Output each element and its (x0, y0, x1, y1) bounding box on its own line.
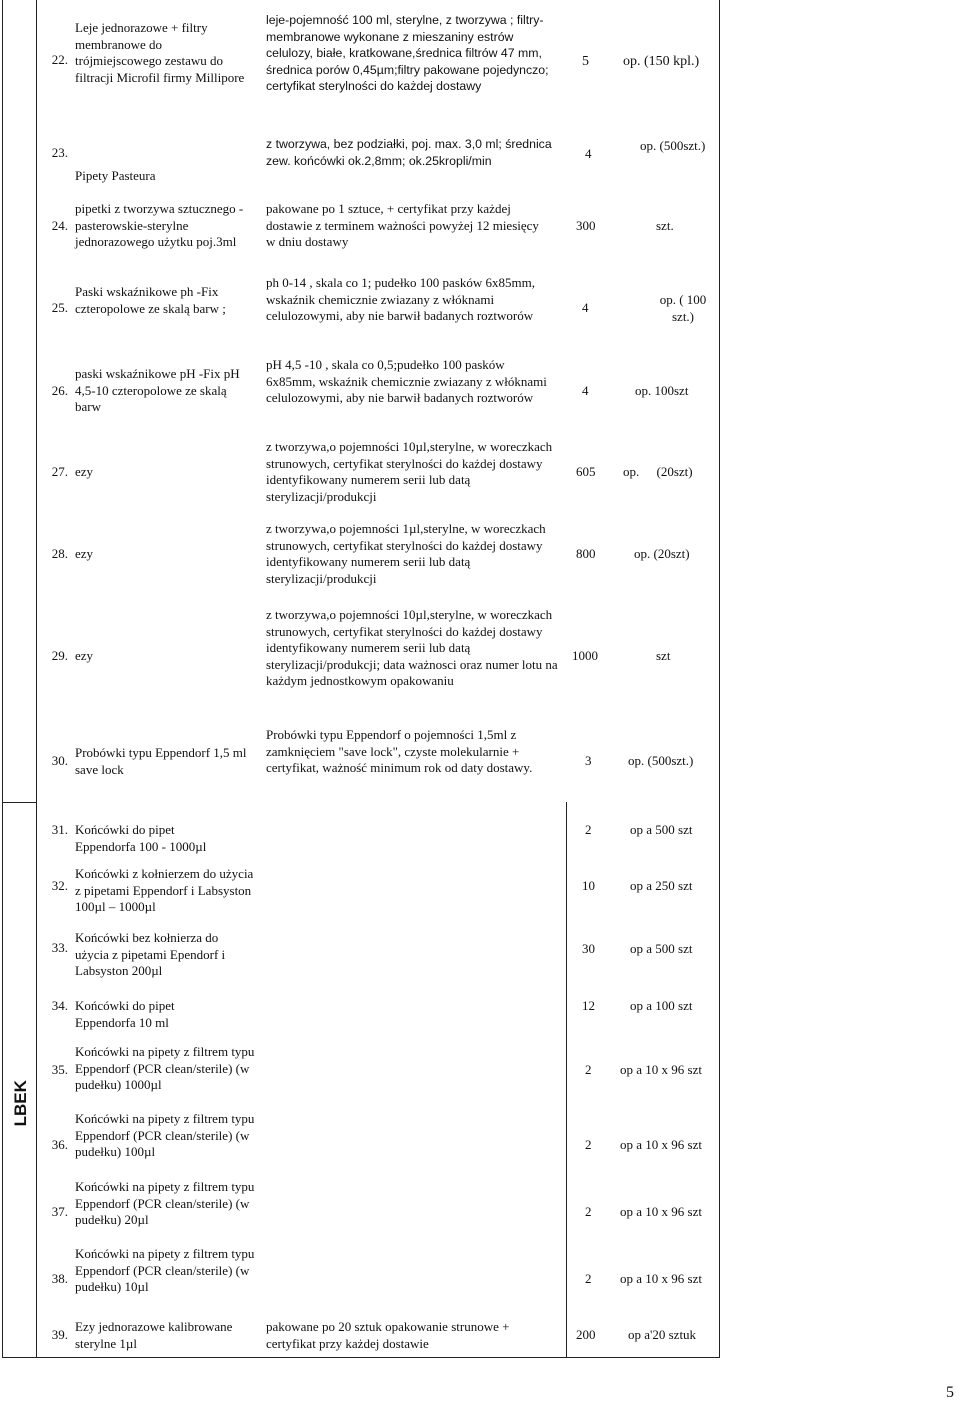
row-divider (566, 1357, 719, 1358)
item-name: paski wskaźnikowe pH -Fix pH 4,5-10 czteropolowe ze skalą barw (75, 366, 240, 414)
item-quantity: 10 (582, 878, 595, 893)
row-number: 22. (51, 52, 68, 67)
item-quantity: 2 (585, 1062, 592, 1077)
item-description: z tworzywa, bez podziałki, poj. max. 3,0 ml; średnica zew. końcówki ok.2,8mm; ok.25kropli/min (266, 137, 552, 168)
item-unit: op. (500szt.) (628, 753, 694, 768)
item-quantity: 12 (582, 998, 595, 1013)
item-description: z tworzywa,o pojemności 10µl,sterylne, w woreczkach strunowych, certyfikat sterylności do każdej dostawy identyfikowany numerem serii lub datą sterylizacji/produkcji; data ważnosci oraz numer lotu na każdym jednostkowym opakowaniu (266, 607, 558, 688)
row-number: 34. (51, 998, 68, 1013)
column-divider (566, 802, 567, 1357)
item-name: ezy (75, 648, 94, 663)
item-name: Probówki typu Eppendorf 1,5 ml save lock (75, 745, 247, 777)
item-quantity: 2 (585, 1204, 592, 1219)
item-name: Końcówki z kołnierzem do użycia z pipetami Eppendorf i Labsyston 100µl – 1000µl (75, 866, 254, 914)
row-number: 28. (51, 546, 68, 561)
item-quantity: 3 (585, 753, 592, 768)
row-number: 39. (51, 1327, 68, 1342)
item-quantity: 605 (576, 464, 596, 479)
row-number: 32. (51, 878, 68, 893)
item-name: pipetki z tworzywa sztucznego -pasterowskie-sterylne jednorazowego użytku poj.3ml (75, 201, 244, 249)
item-quantity: 4 (585, 146, 592, 161)
item-quantity: 30 (582, 941, 595, 956)
item-name: Paski wskaźnikowe ph -Fix czteropolowe ze skalą barw ; (75, 284, 226, 316)
row-number: 35. (51, 1062, 68, 1077)
item-name: Ezy jednorazowe kalibrowane sterylne 1µl (75, 1319, 233, 1351)
item-unit: szt (656, 648, 671, 663)
row-number: 26. (51, 383, 68, 398)
row-number: 33. (51, 940, 68, 955)
item-quantity: 2 (585, 822, 592, 837)
item-description: pH 4,5 -10 , skala co 0,5;pudełko 100 pasków 6x85mm, wskaźnik chemicznie zwiazany z włóknami celulozowymi, aby nie barwił badanych roztworów (266, 357, 547, 405)
department-label: LBEK (10, 1080, 30, 1127)
row-divider (2, 802, 37, 803)
item-description: z tworzywa,o pojemności 1µl,sterylne, w woreczkach strunowych, certyfikat sterylności do każdej dostawy identyfikowany numerem serii lub datą sterylizacji/produkcji (266, 521, 546, 586)
item-description: leje-pojemność 100 ml, sterylne, z tworzywa ; filtry-membranowe wykonane z mieszaniny estrów celulozy, białe, kratkowane,średnica filtrów 47 mm, średnica porów 0,45µm;filtry pakowane pojedynczo; certyfikat sterylności do każdej dostawy (266, 13, 549, 93)
row-divider (2, 1357, 37, 1358)
item-unit: op. (20szt) (634, 546, 690, 561)
row-number: 29. (51, 648, 68, 663)
item-description: ph 0-14 , skala co 1; pudełko 100 pasków 6x85mm, wskaźnik chemicznie zwiazany z włóknami celulozowymi, aby nie barwił badanych roztworów (266, 275, 535, 323)
row-number: 36. (51, 1137, 68, 1152)
item-unit: op a 10 x 96 szt (620, 1062, 702, 1077)
item-unit: op. 100szt (635, 383, 689, 398)
item-description: pakowane po 1 sztuce, + certyfikat przy każdej dostawie z terminem ważności powyżej 12 miesięcy w dniu dostawy (266, 201, 539, 249)
item-name: Końcówki na pipety z filtrem typu Eppendorf (PCR clean/sterile) (w pudełku) 20µl (75, 1179, 255, 1227)
row-number: 27. (51, 464, 68, 479)
item-unit: op a'20 sztuk (628, 1327, 697, 1342)
row-number: 38. (51, 1271, 68, 1286)
page-number: 5 (946, 1384, 954, 1401)
item-quantity: 200 (576, 1327, 596, 1342)
item-unit: op. (500szt.) (640, 138, 706, 153)
item-quantity: 2 (585, 1137, 592, 1152)
item-unit: op. ( 100 szt.) (659, 292, 707, 324)
item-name: Końcówki na pipety z filtrem typu Eppendorf (PCR clean/sterile) (w pudełku) 10µl (75, 1246, 255, 1294)
item-name: ezy (75, 546, 94, 561)
item-quantity: 4 (582, 383, 589, 398)
item-name: Końcówki do pipet Eppendorfa 10 ml (75, 998, 175, 1030)
item-quantity: 800 (576, 546, 596, 561)
item-quantity: 4 (582, 300, 589, 315)
item-unit: op a 100 szt (630, 998, 693, 1013)
item-name: Końcówki do pipet Eppendorfa 100 - 1000µl (75, 822, 207, 854)
item-quantity: 5 (582, 54, 589, 69)
row-number: 30. (51, 753, 68, 768)
item-name: Końcówki na pipety z filtrem typu Eppendorf (PCR clean/sterile) (w pudełku) 1000µl (75, 1044, 255, 1092)
item-name: Pipety Pasteura (75, 168, 156, 183)
item-quantity: 1000 (572, 648, 598, 663)
item-unit: op a 500 szt (630, 822, 693, 837)
row-number: 24. (51, 218, 68, 233)
item-quantity: 2 (585, 1271, 592, 1286)
item-unit: szt. (656, 218, 674, 233)
item-name: ezy (75, 464, 94, 479)
item-description: z tworzywa,o pojemności 10µl,sterylne, w woreczkach strunowych, certyfikat sterylności do każdej dostawy identyfikowany numerem serii lub datą sterylizacji/produkcji (266, 439, 553, 504)
item-name: Końcówki bez kołnierza do użycia z pipetami Ependorf i Labsyston 200µl (75, 930, 226, 978)
item-quantity: 300 (576, 218, 596, 233)
row-number: 25. (51, 300, 68, 315)
row-number: 23. (51, 145, 68, 160)
item-description: Probówki typu Eppendorf o pojemności 1,5ml z zamknięciem "save lock", czyste molekularnie + certyfikat, ważność minimum rok od daty dostawy. (266, 727, 533, 775)
item-description: pakowane po 20 sztuk opakowanie strunowe + certyfikat przy każdej dostawie (266, 1319, 510, 1351)
item-unit: op. (150 kpl.) (623, 54, 700, 69)
item-unit: op. (20szt) (623, 464, 693, 479)
item-name: Końcówki na pipety z filtrem typu Eppendorf (PCR clean/sterile) (w pudełku) 100µl (75, 1111, 255, 1159)
item-name: Leje jednorazowe + filtry membranowe do trójmiejscowego zestawu do filtracji Microfil firmy Millipore (75, 20, 245, 85)
item-unit: op a 10 x 96 szt (620, 1271, 702, 1286)
column-divider (36, 0, 37, 1357)
row-number: 31. (51, 822, 68, 837)
row-number: 37. (51, 1204, 68, 1219)
item-unit: op a 500 szt (630, 941, 693, 956)
item-unit: op a 250 szt (630, 878, 693, 893)
item-unit: op a 10 x 96 szt (620, 1137, 702, 1152)
item-unit: op a 10 x 96 szt (620, 1204, 702, 1219)
